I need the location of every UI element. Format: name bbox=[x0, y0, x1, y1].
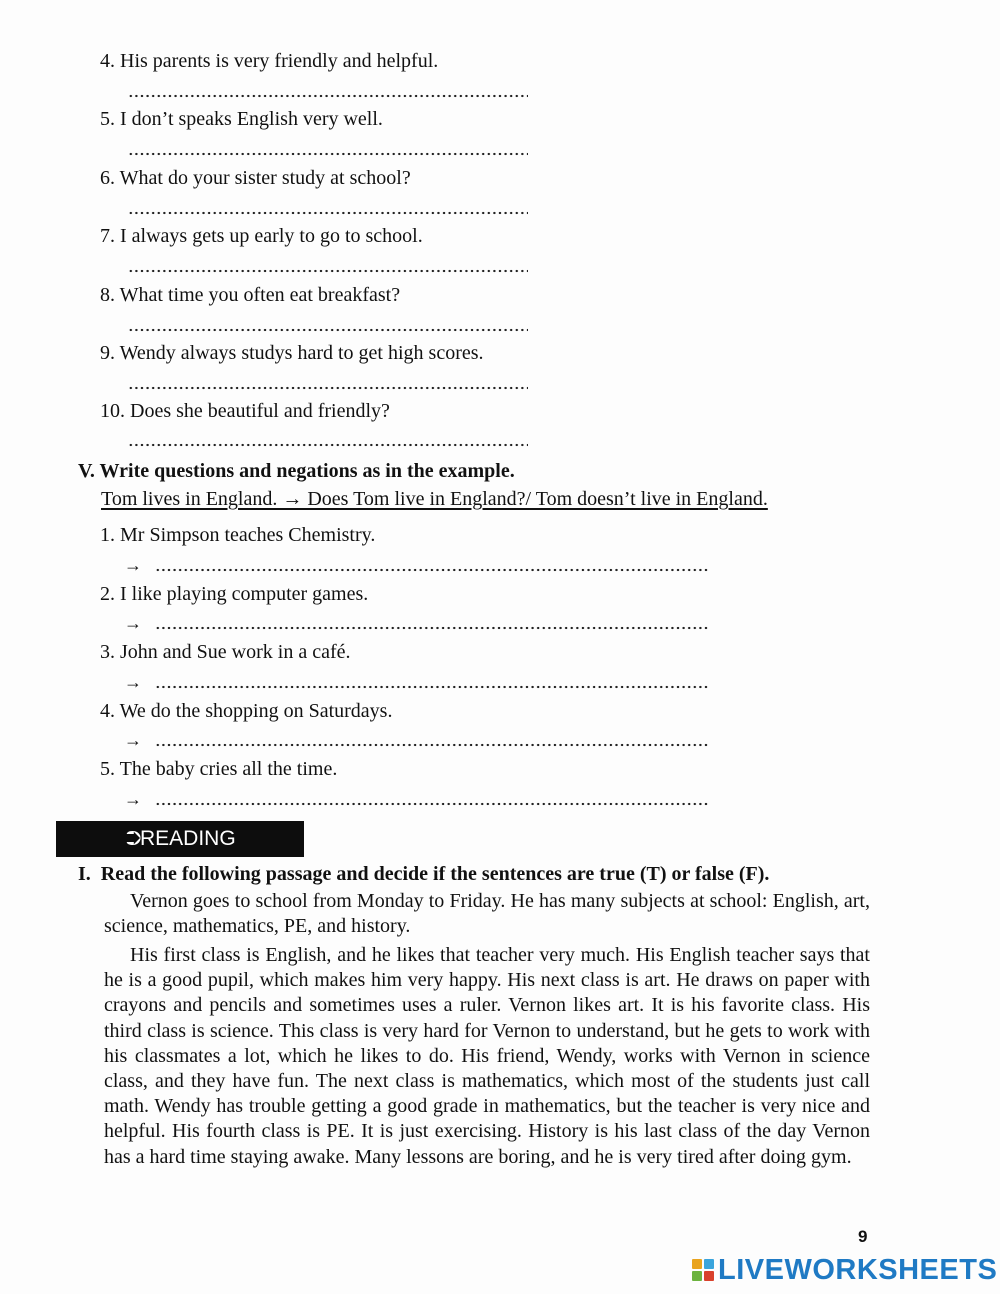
answer-line[interactable] bbox=[128, 328, 528, 332]
item-2 bbox=[100, 582, 368, 606]
logo-square bbox=[692, 1271, 702, 1281]
item-number: 1. bbox=[100, 524, 115, 546]
logo-square bbox=[704, 1271, 714, 1281]
item-sentence: His parents is very friendly and helpful. bbox=[120, 50, 439, 72]
answer-line[interactable] bbox=[128, 211, 528, 215]
item-8 bbox=[100, 283, 400, 307]
exercise-v-example: Tom lives in England. → Does Tom live in England?/ Tom doesn’t live in England. bbox=[101, 488, 768, 510]
item-sentence: Does she beautiful and friendly? bbox=[130, 400, 390, 422]
item-number: 3. bbox=[100, 641, 115, 663]
arrow-circle-icon: ⮊ bbox=[126, 828, 142, 850]
answer-line[interactable] bbox=[155, 743, 708, 747]
exercise-v-heading: V. Write questions and negations as in the example. bbox=[78, 460, 515, 482]
item-sentence: What do your sister study at school? bbox=[119, 167, 411, 189]
item-sentence: John and Sue work in a café. bbox=[120, 641, 351, 663]
arrow-icon: → bbox=[124, 730, 142, 750]
item-7 bbox=[100, 224, 423, 248]
item-sentence: I always gets up early to go to school. bbox=[120, 225, 423, 247]
liveworksheets-logo[interactable] bbox=[692, 1255, 997, 1285]
item-1 bbox=[100, 523, 375, 547]
item-sentence: I don’t speaks English very well. bbox=[120, 108, 383, 130]
item-9 bbox=[100, 341, 484, 365]
item-sentence: What time you often eat breakfast? bbox=[119, 284, 401, 306]
item-sentence: We do the shopping on Saturdays. bbox=[119, 700, 393, 722]
passage-paragraph-2: His first class is English, and he likes that teacher very much. His English teacher says that he is a good pupil, which makes him very happy. His next class is art. He draws on paper with crayons and pencils and sometimes uses a ruler. Vernon likes art. It is his favorite class. His third class is science. This class is very hard for Vernon to understand, but he gets to work with his classmates a lot, which he likes to do. His friend, Wendy, works with Vernon in science class, and they have fun. The next class is mathematics, which most of the students just call math. Wendy has trouble getting a good grade in mathematics, but the teacher is very nice and helpful. His fourth class is PE. It is just exercising. History is his last class of the day Vernon has a hard time staying awake. Many lessons are boring, and he is very tired after doing gym. bbox=[104, 944, 870, 1168]
passage-paragraph-1: Vernon goes to school from Monday to Friday. He has many subjects at school: English, art, science, mathematics, PE, and history. bbox=[104, 890, 870, 938]
item-number: 4. bbox=[100, 50, 115, 72]
item-number: 2. bbox=[100, 583, 115, 605]
item-number: 5. bbox=[100, 758, 115, 780]
arrow-icon: → bbox=[124, 555, 142, 575]
brand-name: LIVEWORKSHEETS bbox=[718, 1253, 998, 1286]
item-number: 8. bbox=[100, 284, 115, 306]
answer-line[interactable] bbox=[155, 626, 708, 630]
answer-line[interactable] bbox=[128, 443, 528, 447]
item-4 bbox=[100, 49, 438, 73]
item-6 bbox=[100, 166, 411, 190]
logo-square bbox=[692, 1259, 702, 1269]
item-10 bbox=[100, 399, 390, 423]
item-sentence: Mr Simpson teaches Chemistry. bbox=[120, 524, 376, 546]
item-number: 4. bbox=[100, 700, 115, 722]
item-sentence: I like playing computer games. bbox=[120, 583, 369, 605]
item-4 bbox=[100, 699, 392, 723]
logo-square bbox=[704, 1259, 714, 1269]
item-number: 10. bbox=[100, 400, 125, 422]
item-sentence: Wendy always studys hard to get high scores. bbox=[119, 342, 484, 364]
reading-banner-label: READING bbox=[140, 827, 236, 850]
item-5 bbox=[100, 107, 383, 131]
answer-line[interactable] bbox=[155, 802, 708, 806]
item-3 bbox=[100, 640, 351, 664]
logo-grid-icon bbox=[692, 1259, 714, 1281]
page-number: 9 bbox=[858, 1227, 868, 1246]
item-number: 6. bbox=[100, 167, 115, 189]
item-number: 7. bbox=[100, 225, 115, 247]
item-5 bbox=[100, 757, 337, 781]
arrow-icon: → bbox=[124, 613, 142, 633]
item-number: 9. bbox=[100, 342, 115, 364]
answer-line[interactable] bbox=[128, 269, 528, 273]
item-sentence: The baby cries all the time. bbox=[119, 758, 338, 780]
answer-line[interactable] bbox=[155, 568, 708, 572]
arrow-icon: → bbox=[124, 672, 142, 692]
reading-exercise-heading: I. Read the following passage and decide if the sentences are true (T) or false (F). bbox=[78, 863, 770, 885]
answer-line[interactable] bbox=[155, 685, 708, 689]
reading-banner bbox=[56, 821, 304, 857]
answer-line[interactable] bbox=[128, 152, 528, 156]
arrow-icon: → bbox=[124, 789, 142, 809]
item-number: 5. bbox=[100, 108, 115, 130]
answer-line[interactable] bbox=[128, 386, 528, 390]
answer-line[interactable] bbox=[128, 94, 528, 98]
